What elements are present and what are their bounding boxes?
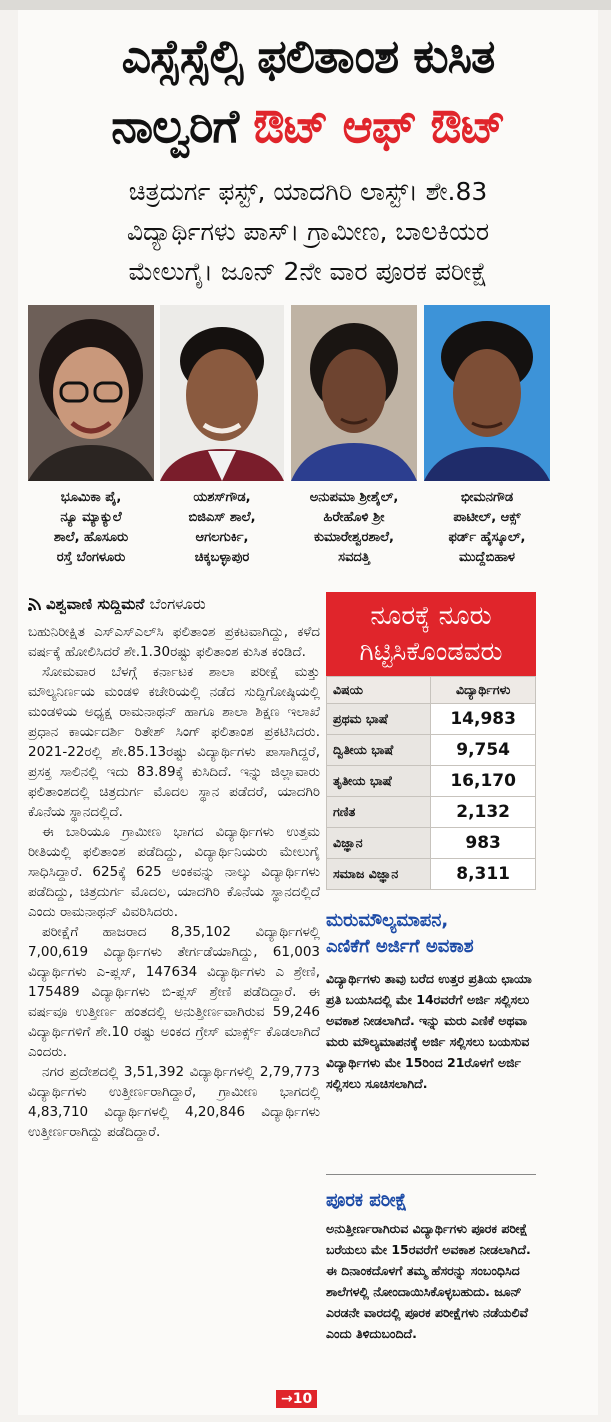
continued-page-ref[interactable]: →10 [276, 1390, 317, 1408]
subhead-1: ಚಿತ್ರದುರ್ಗ ಫಸ್ಟ್, ಯಾದಗಿರಿ ಲಾಸ್ಟ್। ಶೇ.83 [128, 177, 488, 206]
revaluation-text: ವಿದ್ಯಾರ್ಥಿಗಳು ತಾವು ಬರೆದ ಉತ್ತರ ಪ್ರತಿಯ ಛಾಯಾ ಪ್ರತಿ ಬಯಸಿದಲ್ಲಿ ಮೇ 14ರವರೆಗೆ ಅರ್ಜಿ ಸಲ್ಲಿಸಲು ಅವಕಾಶ ನೀಡಲಾಗಿದೆ. ಇನ್ನು ಮರು ಎಣಿಕೆ ಅಥವಾ ಮರು ಮೌಲ್ಯಮಾಪನಕ್ಕೆ ಅರ್ಜಿ ಸಲ್ಲಿಸಲು ಬಯಸುವ ವಿದ್ಯಾರ್ಥಿಗಳು ಮೇ 15ರಿಂದ 21ರೊಳಗೆ ಅರ್ಜಿ ಸಲ್ಲಿಸಲು ಸೂಚಿಸಲಾಗಿದೆ. [326, 971, 532, 1091]
table-row: ದ್ವಿತೀಯ ಭಾಷೆ 9,754 [327, 735, 536, 766]
portrait-1-image [28, 305, 154, 481]
headline-line2 [18, 98, 598, 154]
portrait-2-image [160, 305, 284, 481]
hundred-table [326, 676, 536, 890]
headline-black: ನಾಲ್ವರಿಗೆ [111, 99, 239, 153]
table-row: ಸಮಾಜ ವಿಜ್ಞಾನ 8,311 [327, 859, 536, 890]
supplementary-text: ಅನುತ್ತೀರ್ಣರಾಗಿರುವ ವಿದ್ಯಾರ್ಥಿಗಳು ಪೂರಕ ಪರೀಕ್ಷೆ ಬರೆಯಲು ಮೇ 15ರವರೆಗೆ ಅವಕಾಶ ನೀಡಲಾಗಿದೆ. ಈ ದಿನಾಂಕದೊಳಗೆ ತಮ್ಮ ಹೆಸರನ್ನು ಸಂಬಂಧಿಸಿದ ಶಾಲೆಗಳಲ್ಲಿ ನೋಂದಾಯಿಸಿಕೊಳ್ಳಬಹುದು. ಜೂನ್ ಎರಡನೇ ವಾರದಲ್ಲಿ ಪೂರಕ ಪರೀಕ್ಷೆಗಳು ನಡೆಯಲಿವೆ ಎಂದು ತಿಳಿದುಬಂದಿದೆ. [326, 1221, 531, 1341]
article-body [28, 622, 320, 1142]
paragraph-4: ಪರೀಕ್ಷೆಗೆ ಹಾಜರಾದ 8,35,102 ವಿದ್ಯಾರ್ಥಿಗಳಲ್ಲಿ 7,00,619 ವಿದ್ಯಾರ್ಥಿಗಳು ತೇರ್ಗಡೆಯಾಗಿದ್ದು, 61,003 ವಿದ್ಯಾರ್ಥಿಗಳು ಎ-ಪ್ಲಸ್, 147634 ವಿದ್ಯಾರ್ಥಿಗಳು ಎ ಶ್ರೇಣಿ, 175489 ವಿದ್ಯಾರ್ಥಿಗಳು ಬಿ-ಪ್ಲಸ್ ಶ್ರೇಣಿ ಪಡೆದಿದ್ದಾರೆ. ಈ ವರ್ಷವೂ ಉತ್ತೀರ್ಣ ಹಂತದಲ್ಲಿ ಅನುತ್ತೀರ್ಣವಾಗಿರುವ 59,246 ವಿದ್ಯಾರ್ಥಿಗಳಿಗೆ ಶೇ.10 ರಷ್ಟು ಅಂಕದ ಗ್ರೇಸ್ ಮಾರ್ಕ್ಸ್ ಕೊಡಲಾಗಿದೆ ಎಂದರು. [28, 924, 320, 1060]
caption-3: ಅನುಪಮಾ ಶ್ರೀಶೈಲ್, ಹಿರೇಹೊಳಿ ಶ್ರೀ ಕುಮಾರೇಶ್ವರಶಾಲೆ, ಸವದತ್ತಿ [309, 490, 399, 565]
paragraph-5: ನಗರ ಪ್ರದೇಶದಲ್ಲಿ 3,51,392 ವಿದ್ಯಾರ್ಥಿಗಳಲ್ಲಿ 2,79,773 ವಿದ್ಯಾರ್ಥಿಗಳು ಉತ್ತೀರ್ಣರಾಗಿದ್ದಾರೆ, ಗ್ರಾಮೀಣ ಭಾಗದಲ್ಲಿ 4,83,710 ವಿದ್ಯಾರ್ಥಿಗಳಲ್ಲಿ 4,20,846 ವಿದ್ಯಾರ್ಥಿಗಳು ಉತ್ತೀರ್ಣರಾಗಿದ್ದು ಪಡೆದಿದ್ದಾರೆ. [28, 1064, 320, 1140]
hundred-table-title: ನೂರಕ್ಕೆ ನೂರು ಗಿಟ್ಟಿಸಿಕೊಂಡವರು [326, 592, 536, 676]
headline-red: ಔಟ್ ಆಫ್ ಔಟ್ [253, 99, 505, 153]
headline-line1: ಎಸ್ಸೆಸ್ಸೆಲ್ಸಿ ಫಲಿತಾಂಶ ಕುಸಿತ [121, 29, 495, 83]
byline-place: ಬೆಂಗಳೂರು [149, 595, 206, 613]
caption-1: ಭೂಮಿಕಾ ಪೈ, ನ್ಯೂ ಮ್ಯಾಕ್ಯುಲೆ ಶಾಲೆ, ಹೊಸೂರು ರಸ್ತೆ ಬೆಂಗಳೂರು [53, 490, 129, 565]
photo-yashas [160, 305, 284, 481]
paragraph-2: ಸೋಮವಾರ ಬೆಳಗ್ಗೆ ಕರ್ನಾಟಕ ಶಾಲಾ ಪರೀಕ್ಷೆ ಮತ್ತು ಮೌಲ್ಯನಿರ್ಣಯ ಮಂಡಳಿ ಕಚೇರಿಯಲ್ಲಿ ನಡೆದ ಸುದ್ದಿಗೋಷ್ಠಿಯಲ್ಲಿ ಮಂಡಳಿಯ ಅಧ್ಯಕ್ಷ ರಾಮನಾಥನ್ ಹಾಗೂ ಶಾಲಾ ಶಿಕ್ಷಣ ಇಲಾಖೆ ಪ್ರಧಾನ ಕಾರ್ಯದರ್ಶಿ ರಿತೇಶ್ ಸಿಂಗ್ ಫಲಿತಾಂಶ ಪ್ರಕಟಿಸಿದರು. 2021-22ರಲ್ಲಿ ಶೇ.85.13ರಷ್ಟು ವಿದ್ಯಾರ್ಥಿಗಳು ಪಾಸಾಗಿದ್ದರೆ, ಪ್ರಸಕ್ತ ಸಾಲಿನಲ್ಲಿ ಇದು 83.89ಕ್ಕೆ ಕುಸಿದಿದೆ. ಇನ್ನು ಜಿಲ್ಲಾವಾರು ಫಲಿತಾಂಶದಲ್ಲಿ ಚಿತ್ರದುರ್ಗ ಮೊದಲ ಸ್ಥಾನ ಪಡೆದರೆ, ಯಾದಗಿರಿ ಕೊನೆಯ ಸ್ಥಾನದಲ್ಲಿದೆ. [28, 664, 320, 820]
byline [28, 595, 206, 613]
photo-bheemanagouda [424, 305, 550, 481]
top-strip [0, 0, 611, 10]
portrait-4-image [424, 305, 550, 481]
revaluation-title: ಮರುಮೌಲ್ಯಮಾಪನ, ಎಣಿಕೆಗೆ ಅರ್ಜಿಗೆ ಅವಕಾಶ [326, 910, 474, 957]
subhead-2: ವಿದ್ಯಾರ್ಥಿಗಳು ಪಾಸ್। ಗ್ರಾಮೀಣ, ಬಾಲಕಿಯರ [126, 217, 490, 246]
supplementary-title: ಪೂರಕ ಪರೀಕ್ಷೆ [326, 1190, 408, 1211]
paragraph-3: ಈ ಬಾರಿಯೂ ಗ್ರಾಮೀಣ ಭಾಗದ ವಿದ್ಯಾರ್ಥಿಗಳು ಉತ್ತಮ ರೀತಿಯಲ್ಲಿ ಫಲಿತಾಂಶ ಪಡೆದಿದ್ದು, ವಿದ್ಯಾರ್ಥಿನಿಯರು ಮೇಲುಗೈ ಸಾಧಿಸಿದ್ದಾರೆ. 625ಕ್ಕೆ 625 ಅಂಕವನ್ನು ನಾಲ್ಕು ವಿದ್ಯಾರ್ಥಿಗಳು ಪಡೆದಿದ್ದು, ಚಿತ್ರದುರ್ಗ ಮೊದಲ, ಯಾದಗಿರಿ ಕೊನೆಯ ಸ್ಥಾನದಲ್ಲಿದೆ ಎಂದು ರಾಮನಾಥನ್ ವಿವರಿಸಿದರು. [28, 824, 320, 920]
table-row: ಗಣಿತ 2,132 [327, 797, 536, 828]
col-subject: ವಿಷಯ [327, 677, 431, 704]
paragraph-1: ಬಹುನಿರೀಕ್ಷಿತ ಎಸ್‌ಎಸ್‌ಎಲ್‌ಸಿ ಫಲಿತಾಂಶ ಪ್ರಕಟವಾಗಿದ್ದು, ಕಳೆದ ವರ್ಷಕ್ಕೆ ಹೋಲಿಸಿದರೆ ಶೇ.1.30ರಷ್ಟು ಫಲಿತಾಂಶ ಕುಸಿತ ಕಂಡಿದೆ. [28, 624, 320, 660]
table-header-row [327, 677, 536, 704]
subhead-3: ಮೇಲುಗೈ। ಜೂನ್ 2ನೇ ವಾರ ಪೂರಕ ಪರೀಕ್ಷೆ [128, 257, 488, 286]
table-row: ತೃತೀಯ ಭಾಷೆ 16,170 [327, 766, 536, 797]
table-row: ಪ್ರಥಮ ಭಾಷೆ 14,983 [327, 704, 536, 735]
table-row: ವಿಜ್ಞಾನ 983 [327, 828, 536, 859]
byline-source: ವಿಶ್ವವಾಣಿ ಸುದ್ದಿಮನೆ [46, 595, 145, 613]
newspaper-page [18, 10, 598, 1415]
col-students: ವಿದ್ಯಾರ್ಥಿಗಳು [431, 677, 536, 704]
signal-icon [28, 597, 42, 611]
photo-bhoomika [28, 305, 154, 481]
portrait-3-image [291, 305, 417, 481]
sidebar-divider [326, 1174, 536, 1175]
caption-2: ಯಶಸ್‌ಗೌಡ, ಬಿಜಿಎಸ್ ಶಾಲೆ, ಆಗಲಗುರ್ಕಿ, ಚಿಕ್ಕಬಳ್ಳಾಪುರ [188, 490, 256, 565]
caption-4: ಭೀಮನಗೌಡ ಪಾಟೀಲ್, ಆಕ್ಸ್ ಫರ್ಡ್ ಹೈಸ್ಕೂಲ್, ಮುದ್ದೆಬಿಹಾಳ [448, 490, 526, 565]
photo-anupama [291, 305, 417, 481]
